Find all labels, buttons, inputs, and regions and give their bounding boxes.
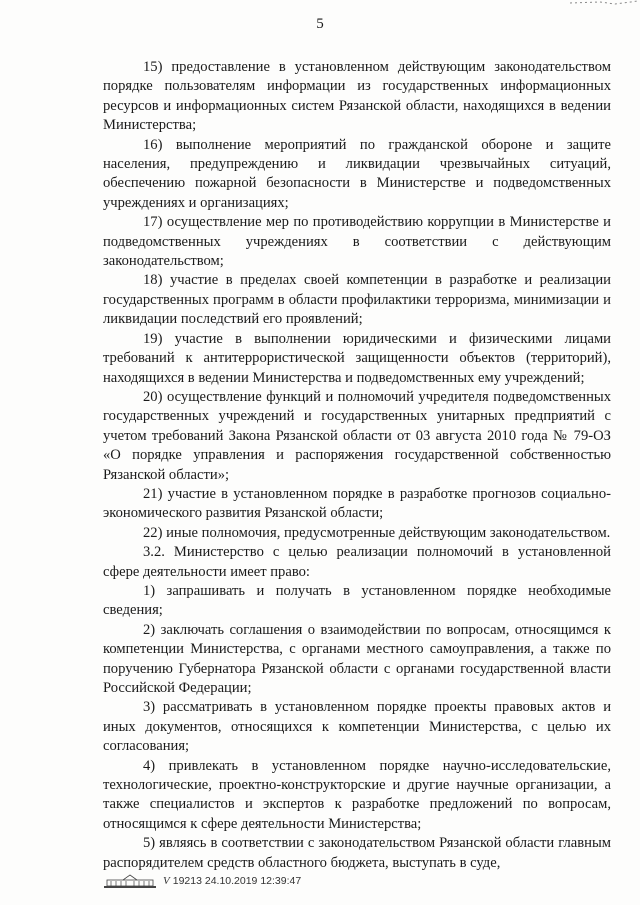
paragraph: 17) осуществление мер по противодействию коррупции в Министерстве и подведомственных учреждениях в соответствии с действующим законодательством; bbox=[103, 214, 611, 270]
paragraph: 15) предоставление в установленном действующим законодательством порядке пользователям информации из государственных информационных ресурсов и информационных систем Рязанской области, находящихся в ведении Министерства; bbox=[103, 59, 611, 134]
paragraph: 16) выполнение мероприятий по гражданской обороне и защите населения, предупреждению и ликвидации чрезвычайных ситуаций, обеспечению пожарной безопасности в Министерстве и подведомственных учреждениях и организациях; bbox=[103, 136, 611, 211]
paragraph: 2) заключать соглашения о взаимодействии по вопросам, относящимся к компетенции Министерства, с органами местного самоуправления, а также по поручению Губернатора Рязанской области с органами государственной власти Российской Федерации; bbox=[103, 621, 611, 696]
paragraph: 4) привлекать в установленном порядке научно-исследовательские, технологические, проектно-конструкторские и другие научные организации, а также специалистов и экспертов к разработке предложений по вопросам, относящимся к сфере деятельности Министерства; bbox=[103, 757, 611, 832]
paragraph: 1) запрашивать и получать в установленном порядке необходимые сведения; bbox=[103, 582, 611, 619]
paragraph: 3) рассматривать в установленном порядке проекты правовых актов и иных документов, относящихся к компетенции Министерства, с целью их согласования; bbox=[103, 699, 611, 755]
scan-artifact bbox=[560, 0, 640, 6]
paragraph: 19) участие в выполнении юридическими и физическими лицами требований к антитеррористической защищенности объектов (территорий), находящихся в ведении Министерства и подведомственных ему учреждений; bbox=[103, 330, 611, 386]
paragraph: 20) осуществление функций и полномочий учредителя подведомственных государственных учреждений и государственных унитарных предприятий с учетом требований Закона Рязанской области от 03 августа 2010 года № 79-ОЗ «О порядке управления и распоряжения государственной собственностью Рязанской области»; bbox=[103, 388, 611, 483]
paragraph: 3.2. Министерство с целью реализации полномочий в установленной сфере деятельности имеет право: bbox=[103, 544, 611, 580]
paragraph: 22) иные полномочия, предусмотренные действующим законодательством. bbox=[143, 524, 611, 541]
footer-registration: 19213 24.10.2019 12:39:47 bbox=[172, 875, 302, 887]
building-emblem-icon bbox=[103, 873, 157, 889]
footer-mark: V bbox=[163, 875, 170, 887]
paragraph: 21) участие в установленном порядке в разработке прогнозов социально-экономического развития Рязанской области; bbox=[103, 485, 611, 522]
paragraph: 18) участие в пределах своей компетенции в разработке и реализации государственных программ в области профилактики терроризма, минимизации и ликвидации последствий его проявлений; bbox=[103, 272, 611, 328]
document-footer bbox=[103, 872, 301, 890]
document-body bbox=[103, 58, 611, 873]
paragraph: 5) являясь в соответствии с законодательством Рязанской области главным распорядителем средств областного бюджета, выступать в суде, bbox=[103, 835, 611, 871]
page-number: 5 bbox=[316, 16, 324, 32]
